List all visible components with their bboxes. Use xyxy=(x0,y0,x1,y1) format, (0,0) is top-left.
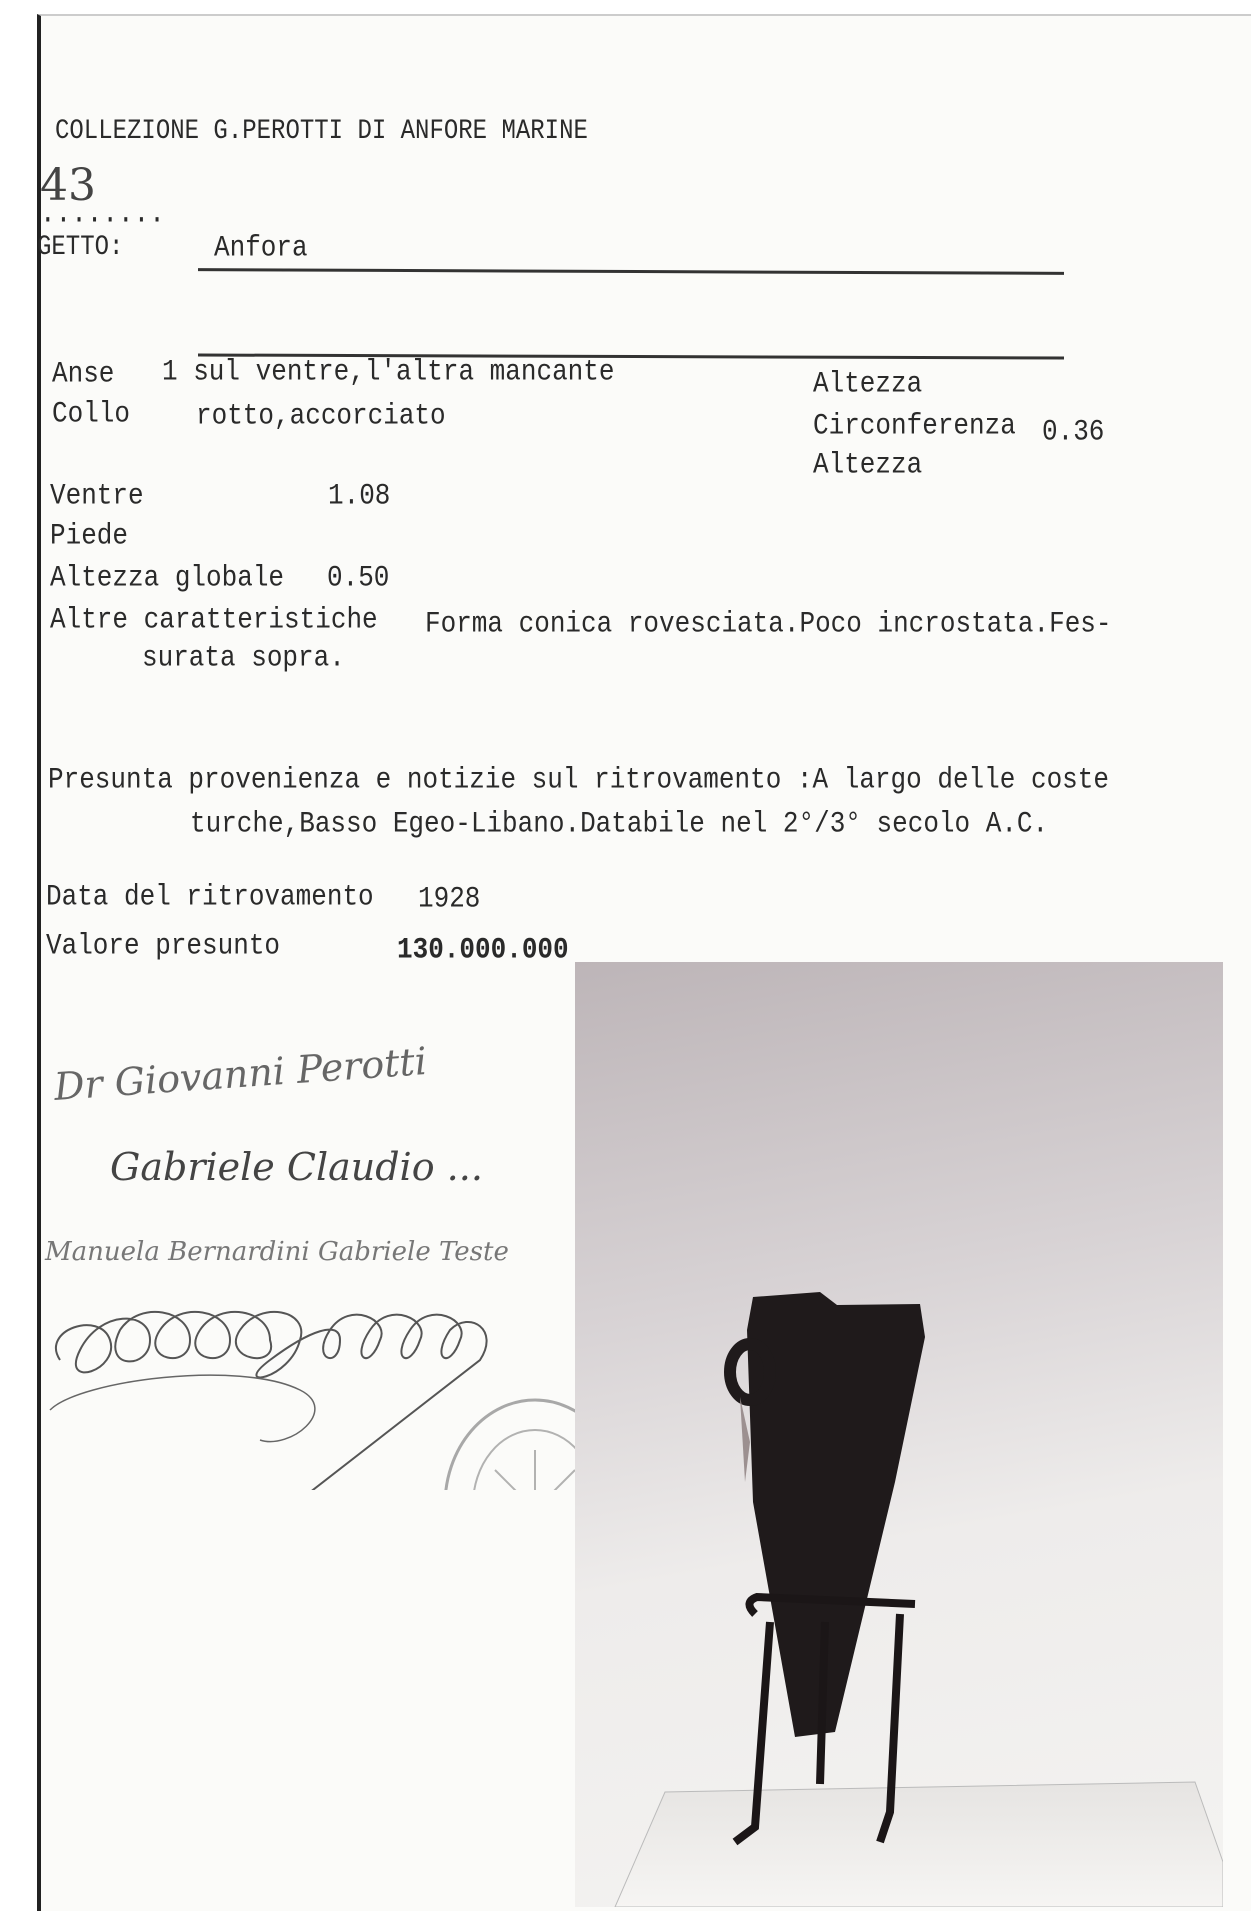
signature-scribble xyxy=(56,1312,487,1490)
notary-stamp-icon xyxy=(445,1400,580,1490)
signature-3: Manuela Bernardini Gabriele Teste xyxy=(45,1237,509,1267)
item-number: 43 xyxy=(40,160,96,211)
item-number-dots: ........ xyxy=(40,196,165,231)
provenienza-text: Presunta provenienza e notizie sul ritrovamento :A largo delle coste xyxy=(48,762,1109,797)
circonferenza-value: 0.36 xyxy=(1042,414,1105,449)
amphora-image xyxy=(575,962,1223,1907)
oggetto-value: Anfora xyxy=(214,230,308,265)
data-ritrovamento-value: 1928 xyxy=(418,881,481,916)
oggetto-label: GETTO: xyxy=(37,232,124,264)
provenienza-text-cont: turche,Basso Egeo-Libano.Databile nel 2°/3° secolo A.C. xyxy=(190,806,1049,841)
altre-label: Altre caratteristiche xyxy=(50,602,378,637)
altezza-label: Altezza xyxy=(813,366,923,401)
anse-value: 1 sul ventre,l'altra mancante xyxy=(162,354,615,389)
circonferenza-label: Circonferenza xyxy=(813,408,1016,443)
collection-title: COLLEZIONE G.PEROTTI DI ANFORE MARINE xyxy=(55,116,588,148)
altezza-label-2: Altezza xyxy=(813,447,923,482)
valore-value: 130.000.000 xyxy=(397,932,569,967)
valore-label: Valore presunto xyxy=(46,928,281,963)
signature-2: Gabriele Claudio ... xyxy=(110,1145,483,1189)
signatures xyxy=(40,1030,580,1490)
signature-flourish xyxy=(50,1375,315,1441)
piede-label: Piede xyxy=(50,518,129,553)
ventre-label: Ventre xyxy=(50,478,144,513)
amphora-tag xyxy=(740,1397,750,1482)
anse-label: Anse xyxy=(52,356,115,391)
data-ritrovamento-label: Data del ritrovamento xyxy=(46,879,374,914)
altezza-globale-label: Altezza globale xyxy=(50,560,285,595)
amphora-photo xyxy=(575,962,1223,1907)
altezza-globale-value: 0.50 xyxy=(327,560,390,595)
altre-value-cont: surata sopra. xyxy=(142,640,345,675)
ventre-value: 1.08 xyxy=(328,478,391,513)
display-pedestal xyxy=(615,1782,1223,1907)
altre-value: Forma conica rovesciata.Poco incrostata.Fes- xyxy=(425,606,1112,641)
collo-value: rotto,accorciato xyxy=(196,398,446,433)
collo-label: Collo xyxy=(52,396,131,431)
signature-1: Dr Giovanni Perotti xyxy=(52,1039,429,1109)
